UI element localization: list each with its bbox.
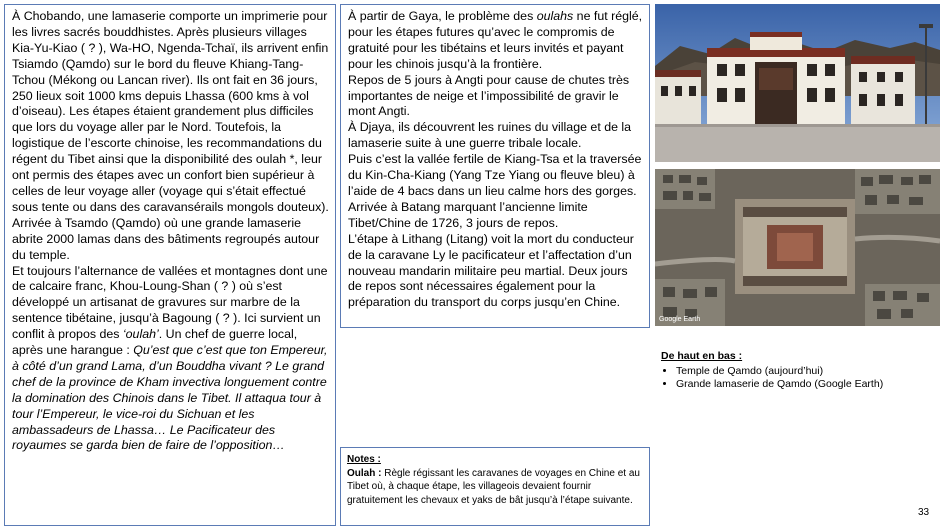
aerial-photo bbox=[655, 169, 940, 326]
mid-paragraph-1 bbox=[348, 9, 643, 73]
caption-list bbox=[661, 365, 931, 392]
caption-heading: De haut en bas : bbox=[661, 350, 743, 362]
notes-heading bbox=[347, 453, 643, 467]
notes-box bbox=[340, 447, 650, 526]
oulah-term: ‘oulah’ bbox=[122, 327, 159, 342]
caption-item-1: • Temple de Qamdo (aujourd’hui) bbox=[676, 365, 931, 379]
oulahs-term: oulahs bbox=[536, 9, 574, 23]
warlord-quote: Qu’est que c’est que ton Empereur, à côté d’un grand Lama, d’un Bouddha vivant ? Le grand chef de la province de Kham invectiva longuement contre la domination des Chinois dans le Tibet. Il attaqua tour à tour l’Empereur, le vice-roi du Sichuan et les ambassadeurs de Lhassa… Le Pacificateur des royaumes se garda bien de faire de l’opposition… bbox=[12, 343, 328, 453]
mid-paragraph-6: L’étape à Lithang (Litang) voit la mort du conducteur de la caravane Ly le pacificateur et l’affectation d’un nouveau mandarin militaire peu martial. Deux jours de repos sont nécessaires également pour la préparation du transport du corps jusqu’en Chine. bbox=[348, 231, 634, 310]
left-paragraph-3 bbox=[12, 264, 329, 455]
left-paragraph-3-start: Et toujours l’alternance de vallées et montagnes dont une de calcaire franc, Khou-Loung-Shan ( ? ) où s’est développé un artisanat de gravures sur marbre de la sentence tibétaine, jusqu’à Bagoung ( ? ). Ici survient un conflit à propos des bbox=[12, 263, 328, 342]
left-paragraph-1: À Chobando, une lamaserie comporte un imprimerie pour les livres sacrés bouddhistes. Après plusieurs villages Kia-Yu-Kiao ( ? ), Wa-HO, Ngenda-Tchaï, ils arrivent enfin Tsiamdo (Qamdo) sur le bord du fleuve Khiang-Tang-Tchou (Mékong ou Lancan river). Ils ont fait en 36 jours, 250 lieux soit 1000 kms depuis Lhassa (600 kms à vol d’oiseau). Les étapes étaient grandement plus difficiles que lors du voyage aller par le Nord. Toutefois, la logistique de l’escorte chinoise, les recommandations du régent du Tibet ainsi que la disponibilité des oulah *, leur ont permis des étapes avec un confort bien supérieur à celles de leur voyage aller (voyage qui s’était effectué sous tente ou dans des caravansérails mongols douteux). bbox=[12, 9, 329, 214]
middle-text-box bbox=[340, 4, 650, 328]
page-number: 33 bbox=[918, 507, 930, 518]
temple-photo bbox=[655, 4, 940, 162]
mid-paragraph-5: Arrivée à Batang marquant l’ancienne limite Tibet/Chine de 1726, 3 jours de repos. bbox=[348, 199, 588, 230]
notes-term: Oulah : bbox=[347, 467, 382, 479]
left-paragraph-2: Arrivée à Tsamdo (Qamdo) où une grande lamaserie abrite 2000 lamas dans des bâtiments regroupés autour du temple. bbox=[12, 215, 320, 262]
google-earth-watermark: Google Earth bbox=[659, 316, 701, 323]
mid-paragraph-4: Puis c’est la vallée fertile de Kiang-Tsa et la traversée du Kin-Cha-Kiang (Yang Tze Yiang ou fleuve bleu) à l’aide de 4 bacs dans un lieu calme hors des gorges. bbox=[348, 152, 642, 198]
caption-item-2: • Grande lamaserie de Qamdo (Google Earth) bbox=[676, 378, 931, 392]
mid-paragraph-1-end: ne fut réglé, pour les étapes futures qu’avec le compromis de gratuité pour les tibétains et leurs invités et payant pour les chinois jusqu’à la frontière. bbox=[348, 9, 643, 71]
mid-paragraph-1-start: À partir de Gaya, le problème des bbox=[348, 9, 537, 23]
mid-paragraph-2: Repos de 5 jours à Angti pour cause de chutes très importantes de neige et l’impossibilité de gravir le mont Angti. bbox=[348, 72, 630, 119]
photo-caption bbox=[661, 350, 931, 392]
notes-definition bbox=[347, 467, 643, 508]
mid-paragraph-3: À Djaya, ils découvrent les ruines du village et de la lamaserie suite à une guerre tribale locale. bbox=[348, 120, 632, 151]
notes-heading-label: Notes : bbox=[347, 454, 381, 465]
left-text-box bbox=[4, 4, 336, 526]
notes-definition-text: Règle régissant les caravanes de voyages en Chine et au Tibet où, à chaque étape, les villageois devaient fournir gratuitement les chevaux et yaks de bât jusqu’à l’étape suivante. bbox=[347, 467, 640, 506]
left-paragraph-3-mid: . Un chef de guerre local, après une harangue : bbox=[12, 327, 298, 358]
